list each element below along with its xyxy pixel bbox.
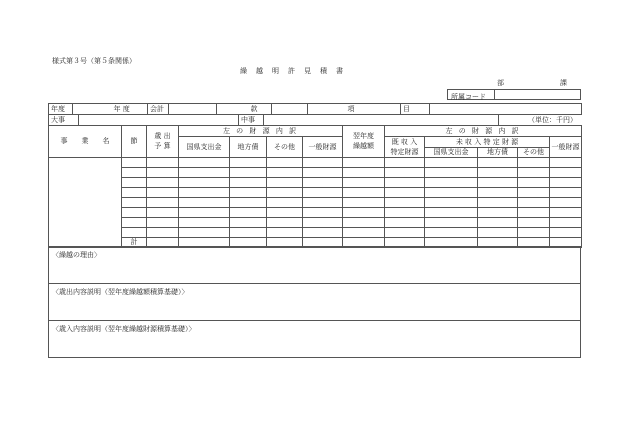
next-year-carryover-header [343, 126, 385, 158]
table-cell[interactable] [425, 168, 478, 178]
table-cell[interactable] [518, 228, 550, 238]
table-cell[interactable] [179, 188, 230, 198]
project-name-cell[interactable] [49, 158, 122, 248]
table-cell[interactable] [518, 168, 550, 178]
table-cell[interactable] [425, 158, 478, 168]
major-category-field[interactable] [79, 115, 239, 126]
table-cell[interactable] [343, 198, 385, 208]
table-cell[interactable] [425, 178, 478, 188]
sub-item-field-2[interactable] [388, 104, 401, 115]
fiscal-year-label: 年度 [49, 104, 73, 115]
middle-category-field[interactable] [264, 115, 499, 126]
other-header-2: その他 [518, 148, 550, 158]
table-cell[interactable] [122, 228, 147, 238]
item-label: 款 [251, 104, 272, 115]
table-cell[interactable] [179, 218, 230, 228]
table-cell[interactable] [425, 198, 478, 208]
table-cell[interactable] [385, 208, 425, 218]
table-cell[interactable] [230, 218, 267, 228]
account-field-2[interactable] [207, 104, 217, 115]
table-cell[interactable] [518, 158, 550, 168]
general-source-header-2: 一般財源 [550, 137, 582, 158]
department-label: 部 [497, 79, 504, 87]
table-cell[interactable] [230, 208, 267, 218]
table-cell[interactable] [267, 208, 303, 218]
table-cell[interactable] [179, 178, 230, 188]
account-field[interactable] [169, 104, 207, 115]
next-year-line2: 繰越額 [353, 142, 375, 150]
table-cell[interactable] [122, 188, 147, 198]
table-cell[interactable] [147, 228, 179, 238]
other-header: その他 [267, 137, 303, 158]
sub-item-field[interactable] [308, 104, 346, 115]
table-cell[interactable] [518, 208, 550, 218]
project-name-header: 事 業 名 [49, 126, 122, 158]
table-cell[interactable] [550, 158, 582, 168]
affiliation-code-label: 所属コード [451, 93, 486, 101]
table-cell[interactable] [267, 178, 303, 188]
table-cell[interactable] [303, 228, 343, 238]
table-cell[interactable] [303, 218, 343, 228]
national-prefectural-header: 国県支出金 [179, 137, 230, 158]
estimate-table [48, 125, 582, 248]
table-cell[interactable] [425, 208, 478, 218]
already-received-header [385, 137, 425, 158]
affiliation-code-box [447, 89, 581, 100]
document-title: 繰 越 明 許 見 積 書 [240, 67, 344, 75]
table-cell[interactable] [179, 168, 230, 178]
table-cell[interactable] [478, 168, 518, 178]
table-cell[interactable] [303, 168, 343, 178]
table-cell[interactable] [179, 198, 230, 208]
table-cell[interactable] [147, 188, 179, 198]
table-cell[interactable] [230, 168, 267, 178]
table-cell[interactable] [267, 188, 303, 198]
affiliation-code-field[interactable] [497, 92, 577, 98]
table-cell[interactable] [343, 178, 385, 188]
table-cell[interactable] [385, 188, 425, 198]
table-cell[interactable] [267, 228, 303, 238]
table-cell[interactable] [343, 208, 385, 218]
target-label: 目 [401, 104, 430, 115]
table-cell[interactable] [425, 228, 478, 238]
item-field[interactable] [217, 104, 251, 115]
right-finance-header: 左 の 財 源 内 訳 [385, 126, 582, 137]
expense-explanation-label: 〈歳出内容説明（翌年度繰越額積算基礎）〉 [52, 288, 189, 296]
table-cell[interactable] [267, 168, 303, 178]
table-cell[interactable] [267, 158, 303, 168]
local-bond-header: 地方債 [230, 137, 267, 158]
table-cell[interactable] [230, 188, 267, 198]
revenue-explanation-label: 〈歳入内容説明（翌年度繰越財源積算基礎）〉 [52, 325, 196, 333]
year-label: 年 度 [110, 104, 148, 115]
middle-category-label: 中事 [239, 115, 264, 126]
table-cell[interactable] [122, 208, 147, 218]
table-cell[interactable] [147, 218, 179, 228]
table-cell[interactable] [550, 218, 582, 228]
table-cell[interactable] [425, 188, 478, 198]
left-finance-header: 左 の 財 源 内 訳 [179, 126, 343, 137]
next-year-line1: 翌年度 [353, 132, 375, 140]
table-cell[interactable] [385, 218, 425, 228]
table-cell[interactable] [147, 178, 179, 188]
table-cell[interactable] [518, 218, 550, 228]
table-cell[interactable] [303, 208, 343, 218]
table-cell[interactable] [478, 178, 518, 188]
table-cell[interactable] [179, 158, 230, 168]
item-field-2[interactable] [272, 104, 308, 115]
table-cell[interactable] [147, 208, 179, 218]
account-label: 会計 [148, 104, 169, 115]
table-cell[interactable] [343, 158, 385, 168]
major-category-label: 大事 [49, 115, 79, 126]
table-cell[interactable] [550, 208, 582, 218]
table-cell[interactable] [303, 188, 343, 198]
table-cell[interactable] [122, 178, 147, 188]
table-cell[interactable] [478, 208, 518, 218]
already-received-line1: 既 収 入 [391, 137, 418, 146]
table-cell[interactable] [267, 218, 303, 228]
table-cell[interactable] [303, 158, 343, 168]
table-cell[interactable] [385, 228, 425, 238]
expense-budget-line2: 予 算 [154, 142, 171, 150]
table-cell[interactable] [122, 218, 147, 228]
sub-item-label: 項 [346, 104, 388, 115]
affiliation-code-divider [494, 90, 495, 99]
national-prefectural-header-2: 国県支出金 [425, 148, 478, 158]
table-cell[interactable] [230, 198, 267, 208]
table-cell[interactable] [147, 158, 179, 168]
expense-explanation-box[interactable] [48, 283, 581, 321]
table-cell[interactable] [230, 158, 267, 168]
table-cell[interactable] [230, 178, 267, 188]
table-cell[interactable] [385, 168, 425, 178]
section-label: 課 [560, 79, 567, 87]
table-cell[interactable] [550, 168, 582, 178]
table-cell[interactable] [550, 188, 582, 198]
table-cell[interactable] [478, 228, 518, 238]
table-cell[interactable] [478, 218, 518, 228]
table-cell[interactable] [385, 178, 425, 188]
table-cell[interactable] [518, 198, 550, 208]
table-cell[interactable] [343, 218, 385, 228]
section-header: 節 [122, 126, 147, 158]
table-cell[interactable] [147, 198, 179, 208]
expense-budget-line1: 歳 出 [154, 132, 171, 140]
table-cell[interactable] [385, 158, 425, 168]
general-source-header: 一般財源 [303, 137, 343, 158]
table-cell[interactable] [122, 168, 147, 178]
total-label: 計 [122, 238, 147, 248]
table-cell[interactable] [343, 188, 385, 198]
table-cell[interactable] [478, 188, 518, 198]
table-cell[interactable] [518, 178, 550, 188]
table-cell[interactable] [478, 198, 518, 208]
table-cell[interactable] [343, 228, 385, 238]
table-cell[interactable] [550, 178, 582, 188]
table-cell[interactable] [518, 188, 550, 198]
unit-label: （単位：千円） [528, 116, 577, 124]
table-cell[interactable] [343, 168, 385, 178]
expense-budget-header [147, 126, 179, 158]
table-cell[interactable] [550, 198, 582, 208]
table-cell[interactable] [122, 198, 147, 208]
fiscal-year-field[interactable] [73, 104, 110, 115]
local-bond-header-2: 地方債 [478, 148, 518, 158]
table-cell[interactable] [122, 158, 147, 168]
table-cell[interactable] [303, 198, 343, 208]
table-cell[interactable] [179, 208, 230, 218]
carryover-reason-label: 〈繰越の理由〉 [52, 251, 101, 259]
form-number: 様式第３号（第５条関係） [52, 57, 136, 65]
table-cell[interactable] [385, 198, 425, 208]
table-cell[interactable] [179, 228, 230, 238]
target-field[interactable] [430, 104, 582, 115]
table-cell[interactable] [230, 228, 267, 238]
table-cell[interactable] [147, 168, 179, 178]
already-received-line2: 特定財源 [390, 147, 419, 156]
carryover-reason-box[interactable] [48, 246, 581, 284]
revenue-explanation-box[interactable] [48, 320, 581, 358]
table-cell[interactable] [550, 228, 582, 238]
table-cell[interactable] [303, 178, 343, 188]
table-cell[interactable] [267, 198, 303, 208]
table-cell[interactable] [478, 158, 518, 168]
table-cell[interactable] [425, 218, 478, 228]
not-yet-received-header: 未 収 入 特 定 財 源 [425, 137, 550, 148]
